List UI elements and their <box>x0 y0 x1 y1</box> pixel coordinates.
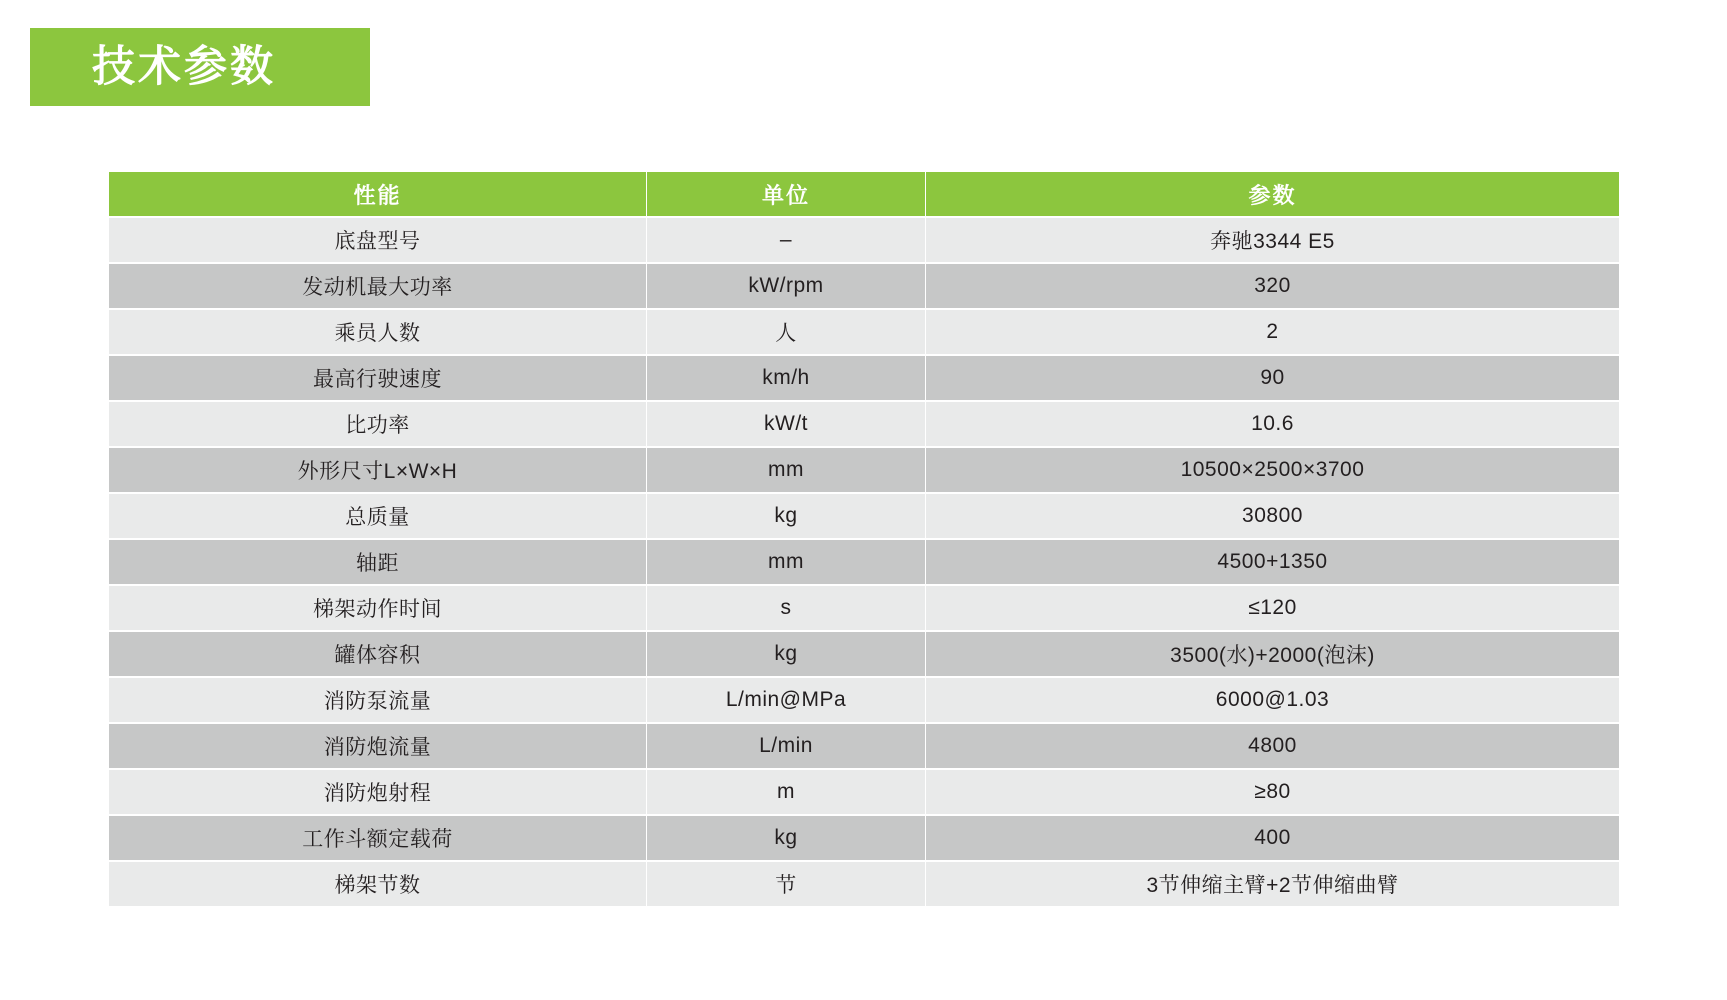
table-row <box>109 540 1619 584</box>
cell-unit: kW/t <box>647 402 925 446</box>
cell-parameter: 4500+1350 <box>926 540 1619 584</box>
cell-parameter: 10500×2500×3700 <box>926 448 1619 492</box>
cell-unit: kW/rpm <box>647 264 925 308</box>
table-row <box>109 494 1619 538</box>
cell-parameter: 10.6 <box>926 402 1619 446</box>
table-row <box>109 770 1619 814</box>
cell-performance: 罐体容积 <box>109 632 646 676</box>
cell-unit: – <box>647 218 925 262</box>
cell-performance: 消防炮射程 <box>109 770 646 814</box>
cell-performance: 轴距 <box>109 540 646 584</box>
cell-performance: 工作斗额定载荷 <box>109 816 646 860</box>
cell-performance: 消防泵流量 <box>109 678 646 722</box>
cell-unit: mm <box>647 448 925 492</box>
technical-parameters-table <box>108 170 1620 908</box>
cell-performance: 外形尺寸L×W×H <box>109 448 646 492</box>
column-header-parameter: 参数 <box>926 172 1619 216</box>
cell-unit: kg <box>647 632 925 676</box>
table-row <box>109 632 1619 676</box>
cell-unit: km/h <box>647 356 925 400</box>
table-row <box>109 816 1619 860</box>
cell-parameter: 3节伸缩主臂+2节伸缩曲臂 <box>926 862 1619 906</box>
cell-parameter: 90 <box>926 356 1619 400</box>
cell-performance: 乘员人数 <box>109 310 646 354</box>
table-row <box>109 264 1619 308</box>
cell-parameter: 320 <box>926 264 1619 308</box>
table-row <box>109 356 1619 400</box>
table-row <box>109 862 1619 906</box>
cell-unit: mm <box>647 540 925 584</box>
cell-unit: kg <box>647 816 925 860</box>
cell-unit: 节 <box>647 862 925 906</box>
page-title-banner <box>30 28 370 106</box>
cell-parameter: 400 <box>926 816 1619 860</box>
cell-parameter: 奔驰3344 E5 <box>926 218 1619 262</box>
column-header-performance: 性能 <box>109 172 646 216</box>
cell-performance: 总质量 <box>109 494 646 538</box>
cell-parameter: 30800 <box>926 494 1619 538</box>
table-row <box>109 724 1619 768</box>
cell-parameter: ≥80 <box>926 770 1619 814</box>
cell-unit: L/min@MPa <box>647 678 925 722</box>
cell-parameter: 4800 <box>926 724 1619 768</box>
cell-performance: 最高行驶速度 <box>109 356 646 400</box>
cell-parameter: ≤120 <box>926 586 1619 630</box>
column-header-unit: 单位 <box>647 172 925 216</box>
cell-parameter: 2 <box>926 310 1619 354</box>
cell-performance: 底盘型号 <box>109 218 646 262</box>
cell-performance: 梯架节数 <box>109 862 646 906</box>
table-row <box>109 678 1619 722</box>
cell-performance: 比功率 <box>109 402 646 446</box>
table-body <box>109 218 1619 906</box>
cell-parameter: 3500(水)+2000(泡沫) <box>926 632 1619 676</box>
table-header-row <box>109 172 1619 216</box>
table-row <box>109 586 1619 630</box>
cell-performance: 发动机最大功率 <box>109 264 646 308</box>
cell-performance: 梯架动作时间 <box>109 586 646 630</box>
cell-unit: s <box>647 586 925 630</box>
cell-parameter: 6000@1.03 <box>926 678 1619 722</box>
table-row <box>109 448 1619 492</box>
table-row <box>109 218 1619 262</box>
table-row <box>109 402 1619 446</box>
cell-unit: L/min <box>647 724 925 768</box>
table-row <box>109 310 1619 354</box>
cell-performance: 消防炮流量 <box>109 724 646 768</box>
cell-unit: 人 <box>647 310 925 354</box>
cell-unit: kg <box>647 494 925 538</box>
table-header <box>109 172 1619 216</box>
page-title: 技术参数 <box>92 42 276 91</box>
cell-unit: m <box>647 770 925 814</box>
